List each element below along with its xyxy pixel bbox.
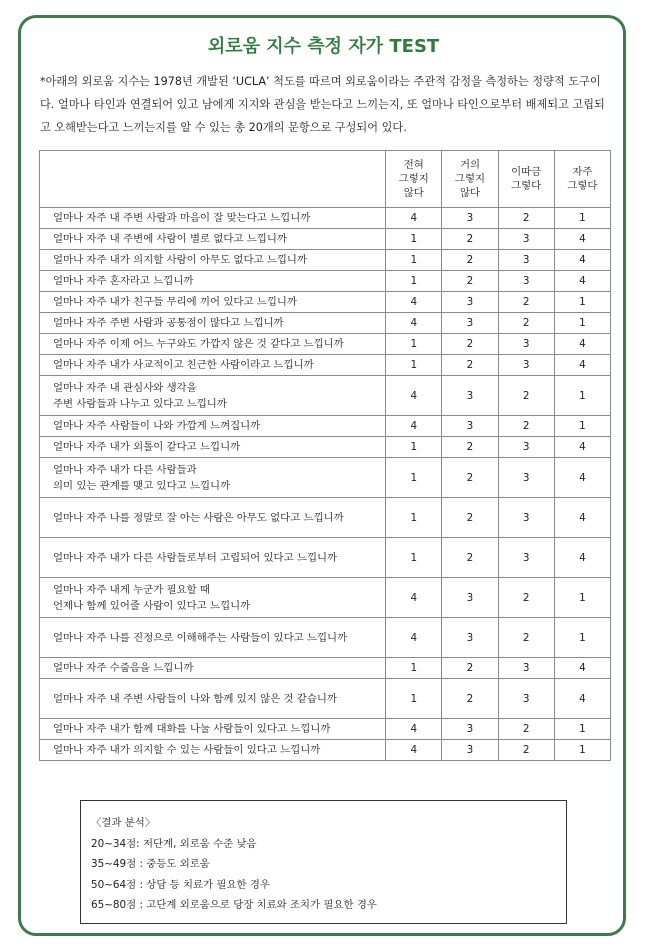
score-cell: 3 xyxy=(498,355,554,376)
page-title: 외로움 지수 측정 자가 TEST xyxy=(207,36,440,57)
question-cell xyxy=(40,658,386,679)
score-cell: 4 xyxy=(386,292,442,313)
table-row xyxy=(40,334,611,355)
score-cell: 1 xyxy=(386,271,442,292)
question-cell xyxy=(40,416,386,437)
score-cell: 4 xyxy=(554,334,610,355)
table-row xyxy=(40,313,611,334)
score-cell: 3 xyxy=(442,740,498,761)
question-text: 얼마나 자주 내가 다른 사람들과 xyxy=(53,463,197,476)
header-label-line: 거의 xyxy=(459,159,481,171)
score-cell: 1 xyxy=(554,416,610,437)
table-row xyxy=(40,658,611,679)
table-row xyxy=(40,292,611,313)
header-sometimes xyxy=(498,151,554,208)
score-cell: 4 xyxy=(386,740,442,761)
table-row xyxy=(40,719,611,740)
score-cell: 3 xyxy=(498,250,554,271)
score-cell: 2 xyxy=(442,355,498,376)
score-cell: 3 xyxy=(498,437,554,458)
question-text: 얼마나 자주 주변 사람과 공통점이 많다고 느낍니까 xyxy=(53,317,284,329)
question-cell xyxy=(40,334,386,355)
score-cell: 4 xyxy=(386,416,442,437)
table-row xyxy=(40,229,611,250)
table-row xyxy=(40,679,611,719)
question-text: 얼마나 자주 나를 진정으로 이해해주는 사람들이 있다고 느낍니까 xyxy=(53,631,348,644)
question-text: 얼마나 자주 내가 사교적이고 친근한 사람이라고 느낍니까 xyxy=(53,359,314,371)
score-cell: 3 xyxy=(498,229,554,250)
score-cell: 1 xyxy=(386,355,442,376)
score-cell: 3 xyxy=(498,458,554,498)
score-cell: 3 xyxy=(498,334,554,355)
question-cell xyxy=(40,719,386,740)
loneliness-scale-table xyxy=(39,150,611,761)
table-row xyxy=(40,271,611,292)
score-cell: 3 xyxy=(498,658,554,679)
score-cell: 4 xyxy=(554,229,610,250)
score-cell: 3 xyxy=(498,271,554,292)
score-cell: 2 xyxy=(442,458,498,498)
table-row xyxy=(40,618,611,658)
score-cell: 3 xyxy=(442,313,498,334)
score-cell: 2 xyxy=(442,334,498,355)
score-cell: 2 xyxy=(498,376,554,416)
score-cell: 1 xyxy=(386,498,442,538)
score-cell: 2 xyxy=(442,250,498,271)
result-analysis-box xyxy=(80,800,567,924)
header-label-line: 않다 xyxy=(459,187,481,199)
question-text: 얼마나 자주 내 주변에 사람이 별로 없다고 느낍니까 xyxy=(53,233,287,245)
score-cell: 4 xyxy=(554,437,610,458)
question-text: 얼마나 자주 내가 친구들 무리에 끼어 있다고 느낍니까 xyxy=(53,296,297,308)
score-cell: 1 xyxy=(386,458,442,498)
question-text: 얼마나 자주 내 관심사와 생각을 xyxy=(53,381,197,394)
score-cell: 1 xyxy=(386,334,442,355)
table-row xyxy=(40,740,611,761)
table-row xyxy=(40,437,611,458)
score-cell: 1 xyxy=(386,658,442,679)
question-text: 얼마나 자주 이제 어느 누구와도 가깝지 않은 것 같다고 느낍니까 xyxy=(53,338,344,350)
score-cell: 4 xyxy=(386,578,442,618)
score-cell: 1 xyxy=(386,229,442,250)
question-text: 얼마나 자주 내가 의지할 사람이 아무도 없다고 느낍니까 xyxy=(53,254,307,266)
header-label-line: 그렇다 xyxy=(511,180,542,192)
question-cell xyxy=(40,740,386,761)
question-cell xyxy=(40,618,386,658)
score-cell: 3 xyxy=(442,578,498,618)
table-row xyxy=(40,250,611,271)
question-text: 얼마나 자주 내게 누군가 필요할 때 xyxy=(53,583,211,596)
score-cell: 1 xyxy=(554,292,610,313)
score-cell: 3 xyxy=(498,498,554,538)
score-cell: 4 xyxy=(386,208,442,229)
score-cell: 1 xyxy=(554,578,610,618)
score-cell: 2 xyxy=(442,229,498,250)
question-cell xyxy=(40,208,386,229)
header-label-line: 않다 xyxy=(403,187,424,199)
score-cell: 4 xyxy=(386,719,442,740)
score-cell: 4 xyxy=(554,679,610,719)
score-cell: 4 xyxy=(386,376,442,416)
table-row xyxy=(40,376,611,416)
table-row xyxy=(40,416,611,437)
question-text: 얼마나 자주 내 주변 사람과 마음이 잘 맞는다고 느낍니까 xyxy=(53,212,311,224)
table-row xyxy=(40,355,611,376)
score-cell: 4 xyxy=(554,250,610,271)
score-cell: 4 xyxy=(554,271,610,292)
score-cell: 2 xyxy=(498,618,554,658)
score-cell: 3 xyxy=(442,618,498,658)
result-line: 65~80점 : 고단계 외로움으로 당장 치료와 조치가 필요한 경우 xyxy=(91,899,377,911)
score-cell: 1 xyxy=(554,618,610,658)
header-label-line: 전혀 xyxy=(403,159,424,171)
question-text: 얼마나 자주 내가 외톨이 같다고 느낍니까 xyxy=(53,441,241,453)
question-text: 얼마나 자주 나를 정말로 잘 아는 사람은 아무도 없다고 느낍니까 xyxy=(53,511,344,524)
question-cell xyxy=(40,498,386,538)
score-cell: 2 xyxy=(498,740,554,761)
table-row xyxy=(40,538,611,578)
question-text: 얼마나 자주 수줍음을 느낍니까 xyxy=(53,662,194,674)
score-cell: 3 xyxy=(498,679,554,719)
score-cell: 4 xyxy=(554,658,610,679)
header-rarely xyxy=(442,151,498,208)
score-cell: 3 xyxy=(442,416,498,437)
header-label-line: 이따금 xyxy=(511,166,542,178)
question-cell xyxy=(40,578,386,618)
score-cell: 1 xyxy=(386,538,442,578)
result-heading: 〈결과 분석〉 xyxy=(91,817,156,829)
score-cell: 2 xyxy=(498,416,554,437)
score-cell: 2 xyxy=(442,271,498,292)
question-text: 얼마나 자주 사람들이 나와 가깝게 느껴집니까 xyxy=(53,420,261,432)
header-label-line: 그렇지 xyxy=(398,173,429,185)
table-row xyxy=(40,208,611,229)
question-cell xyxy=(40,292,386,313)
question-cell xyxy=(40,271,386,292)
score-cell: 4 xyxy=(386,618,442,658)
score-cell: 1 xyxy=(554,719,610,740)
score-cell: 2 xyxy=(498,292,554,313)
result-line: 35~49점 : 중등도 외로움 xyxy=(91,858,210,870)
question-text: 얼마나 자주 내가 다른 사람들로부터 고립되어 있다고 느낍니까 xyxy=(53,551,338,564)
table-header-row xyxy=(40,151,611,208)
score-cell: 1 xyxy=(386,250,442,271)
score-cell: 3 xyxy=(442,376,498,416)
question-cell xyxy=(40,437,386,458)
score-cell: 2 xyxy=(498,313,554,334)
question-text: 얼마나 자주 내가 의지할 수 있는 사람들이 있다고 느낍니까 xyxy=(53,744,321,756)
header-question xyxy=(40,151,386,208)
question-cell xyxy=(40,679,386,719)
question-cell xyxy=(40,376,386,416)
header-often xyxy=(554,151,610,208)
score-cell: 1 xyxy=(386,437,442,458)
question-cell xyxy=(40,313,386,334)
score-cell: 1 xyxy=(386,679,442,719)
score-cell: 2 xyxy=(498,208,554,229)
question-text: 의미 있는 관계를 맺고 있다고 느낍니까 xyxy=(53,479,231,492)
header-label-line: 그렇지 xyxy=(454,173,486,185)
table-row xyxy=(40,578,611,618)
score-cell: 1 xyxy=(554,376,610,416)
question-text: 언제나 함께 있어줄 사람이 있다고 느낍니까 xyxy=(53,599,251,612)
score-cell: 4 xyxy=(554,458,610,498)
score-cell: 3 xyxy=(442,719,498,740)
question-text: 주변 사람들과 나누고 있다고 느낍니까 xyxy=(53,397,227,410)
score-cell: 4 xyxy=(386,313,442,334)
header-label-line: 그렇다 xyxy=(567,180,598,192)
score-cell: 4 xyxy=(554,355,610,376)
question-text: 얼마나 자주 내 주변 사람들이 나와 함께 있지 않은 것 같습니까 xyxy=(53,692,337,705)
score-cell: 2 xyxy=(442,538,498,578)
score-cell: 2 xyxy=(442,658,498,679)
question-cell xyxy=(40,458,386,498)
question-cell xyxy=(40,355,386,376)
score-cell: 2 xyxy=(498,719,554,740)
question-text: 얼마나 자주 혼자라고 느낍니까 xyxy=(53,275,194,287)
score-cell: 2 xyxy=(442,437,498,458)
intro-text: *아래의 외로움 지수는 1978년 개발된 ‘UCLA’ 척도를 따르며 외로움이라는 주관적 감정을 측정하는 정량적 도구이다. 얼마나 타인과 연결되어 있고 남에게 지지와 관심을 받는다고 느끼는지, 또 얼마나 타인으로부터 배제되고 고립되고 오해받는다고 느끼는지를 알 수 있는 총 20개의 문항으로 구성되어 있다. xyxy=(40,75,605,134)
score-cell: 2 xyxy=(498,578,554,618)
score-cell: 3 xyxy=(442,292,498,313)
score-cell: 4 xyxy=(554,498,610,538)
score-cell: 3 xyxy=(442,208,498,229)
header-label-line: 자주 xyxy=(572,166,593,178)
score-cell: 1 xyxy=(554,208,610,229)
result-line: 20~34점: 저단계, 외로움 수준 낮음 xyxy=(91,837,257,850)
question-cell xyxy=(40,250,386,271)
question-cell xyxy=(40,229,386,250)
score-cell: 2 xyxy=(442,498,498,538)
score-cell: 4 xyxy=(554,538,610,578)
table-row xyxy=(40,458,611,498)
header-never xyxy=(386,151,442,208)
table-row xyxy=(40,498,611,538)
score-cell: 2 xyxy=(442,679,498,719)
result-line: 50~64점 : 상담 등 치료가 필요한 경우 xyxy=(91,878,270,891)
question-text: 얼마나 자주 내가 함께 대화를 나눌 사람들이 있다고 느낍니까 xyxy=(53,723,331,735)
question-cell xyxy=(40,538,386,578)
score-cell: 3 xyxy=(498,538,554,578)
score-cell: 1 xyxy=(554,313,610,334)
score-cell: 1 xyxy=(554,740,610,761)
